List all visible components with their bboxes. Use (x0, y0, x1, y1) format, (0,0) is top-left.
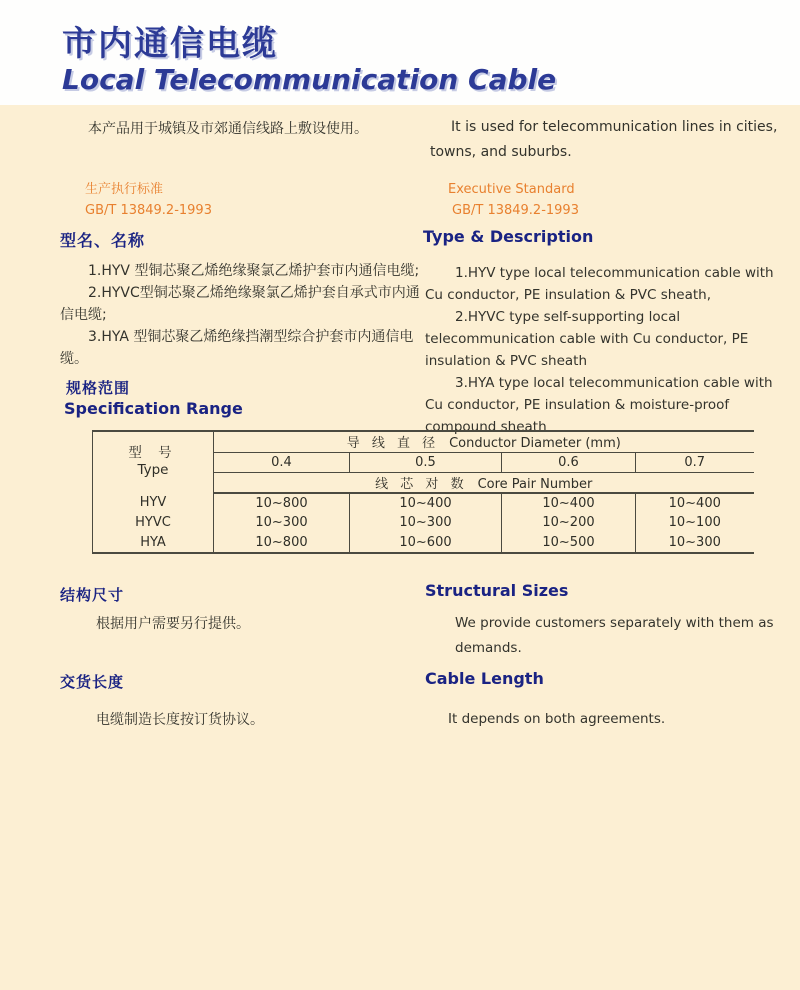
spec-table-wrapper (92, 430, 754, 554)
standard-label-en: Executive Standard (448, 182, 575, 197)
row-value: 10~400 (502, 493, 636, 513)
row-value: 10~400 (636, 493, 754, 513)
length-heading-zh: 交货长度 (60, 673, 125, 691)
row-value: 10~800 (214, 533, 350, 553)
page-title-zh: 市内通信电缆 (62, 24, 278, 64)
row-type: HYA (140, 534, 166, 550)
type-section-heading-en: Type & Description (423, 227, 594, 246)
length-body-en: It depends on both agreements. (448, 711, 666, 727)
type-header-en: Type (137, 462, 169, 479)
spec-table-corepair-header (214, 472, 754, 493)
row-value: 10~300 (214, 513, 350, 533)
diameter-value: 0.5 (350, 452, 502, 472)
structural-body-zh: 根据用户需要另行提供。 (96, 616, 250, 632)
diameter-value: 0.6 (502, 452, 636, 472)
type-item-zh: 3.HYA 型铜芯聚乙烯绝缘挡潮型综合护套市内通信电缆。 (60, 329, 414, 367)
structural-heading-en: Structural Sizes (425, 581, 569, 600)
standard-value-en: GB/T 13849.2-1993 (452, 203, 579, 218)
length-heading-en: Cable Length (425, 669, 544, 688)
row-value: 10~400 (350, 493, 502, 513)
corepair-header-zh: 线 芯 对 数 (375, 476, 468, 492)
row-value: 10~800 (214, 493, 350, 513)
standard-block-zh (85, 179, 212, 221)
table-row (93, 513, 754, 533)
spec-table-diameter-header (214, 431, 754, 452)
diameter-header-en: Conductor Diameter (mm) (449, 436, 621, 452)
row-type: HYVC (135, 515, 171, 530)
row-type: HYV (139, 495, 167, 510)
type-list-zh (60, 260, 432, 370)
spec-section-heading-zh: 规格范围 (66, 379, 131, 397)
table-row (93, 533, 754, 553)
row-value: 10~100 (636, 513, 754, 533)
row-value: 10~200 (502, 513, 636, 533)
diameter-header-zh: 导 线 直 径 (346, 436, 440, 452)
intro-paragraph-zh: 本产品用于城镇及市郊通信线路上敷设使用。 (88, 121, 368, 137)
standard-label-zh: 生产执行标准 (85, 182, 164, 197)
type-item-zh: 1.HYV 型铜芯聚乙烯绝缘聚氯乙烯护套市内通信电缆; (88, 263, 420, 279)
intro-paragraph-en: It is used for telecommunication lines in cities, towns, and suburbs. (430, 119, 778, 160)
standard-block-en (448, 179, 579, 221)
structural-body-en: We provide customers separately with them as demands. (455, 615, 774, 656)
spec-table-type-header (93, 431, 214, 493)
spec-section-heading-en: Specification Range (64, 399, 243, 418)
type-item-zh: 2.HYVC型铜芯聚乙烯绝缘聚氯乙烯护套自承式市内通信电缆; (60, 285, 420, 323)
type-item-en: 2.HYVC type self-supporting local telecommunication cable with Cu conductor, PE insulation & PVC sheath (425, 309, 749, 369)
structural-heading-zh: 结构尺寸 (60, 586, 125, 604)
corepair-header-en: Core Pair Number (477, 476, 593, 492)
header-band (0, 0, 800, 105)
row-value: 10~300 (350, 513, 502, 533)
row-value: 10~500 (502, 533, 636, 553)
diameter-value: 0.7 (636, 452, 754, 472)
row-value: 10~300 (636, 533, 754, 553)
spec-table (92, 430, 754, 554)
row-value: 10~600 (350, 533, 502, 553)
length-body-zh: 电缆制造长度按订货协议。 (96, 712, 264, 728)
type-list-en (425, 262, 789, 438)
type-item-en: 1.HYV type local telecommunication cable with Cu conductor, PE insulation & PVC sheath, (425, 265, 774, 303)
page-title-en: Local Telecommunication Cable (62, 63, 557, 96)
type-section-heading-zh: 型名、名称 (60, 231, 146, 250)
standard-value-zh: GB/T 13849.2-1993 (85, 203, 212, 218)
table-row (93, 493, 754, 513)
diameter-value: 0.4 (214, 452, 350, 472)
type-header-zh: 型 号 (128, 445, 178, 462)
type-item-en: 3.HYA type local telecommunication cable with Cu conductor, PE insulation & moisture-proof compound sheath (425, 375, 773, 435)
